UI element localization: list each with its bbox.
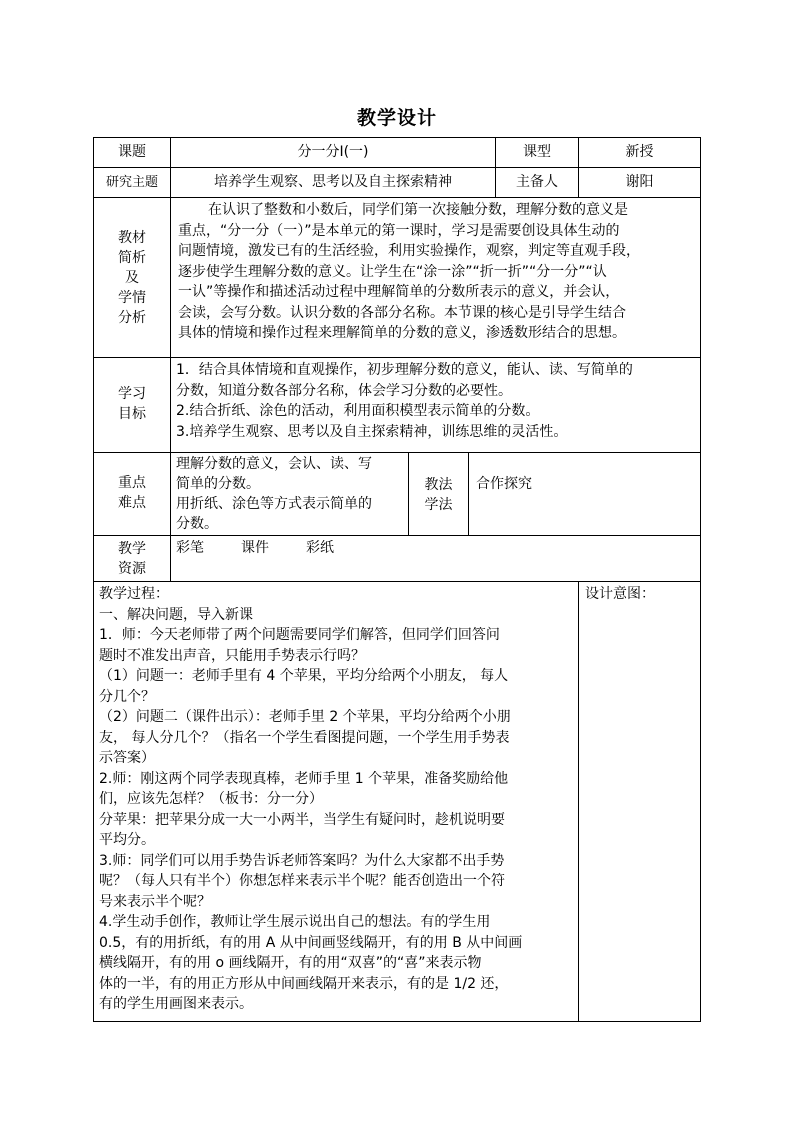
process-line: 3.师：同学们可以用手势告诉老师答案吗？为什么大家都不出手势 xyxy=(99,852,505,869)
process-line: 0.5，有的用折纸，有的用 A 从中间画竖线隔开，有的用 B 从中间画 xyxy=(99,934,523,951)
table-border xyxy=(93,581,701,582)
process-line: 一、解决问题，导入新课 xyxy=(99,606,253,623)
analysis-line: 会读，会写分数。认识分数的各部分名称。本节课的核心是引导学生结合 xyxy=(178,304,626,321)
process-line: 题时不准发出声音，只能用手势表示行吗？ xyxy=(99,647,365,664)
table-border xyxy=(93,197,701,198)
analysis-label-line: 教材 xyxy=(118,230,146,246)
analysis-line: 问题情境，激发已有的生活经验，利用实验操作，观察，判定等直观手段， xyxy=(178,243,640,259)
design-intent-label: 设计意图： xyxy=(585,586,655,602)
table-border xyxy=(93,535,701,536)
document-title: 教学设计 xyxy=(356,107,437,129)
analysis-label-line: 简析 xyxy=(118,250,146,266)
table-border xyxy=(468,452,469,535)
process-line: 示答案） xyxy=(99,750,155,766)
teaching-method-label-line: 学法 xyxy=(424,497,453,513)
table-border xyxy=(170,137,171,581)
process-line: 平均分。 xyxy=(99,832,155,848)
goals-line: 3.培养学生观察、思考以及自主探索精神，训练思维的灵活性。 xyxy=(176,423,568,440)
process-line: 呢？（每人只有半个）你想怎样来表示半个呢？能否创造出一个符 xyxy=(99,873,505,889)
table-border xyxy=(93,1021,701,1022)
process-line: 教学过程： xyxy=(99,586,169,602)
process-line: 4.学生动手创作，教师让学生展示说出自己的想法。有的学生用 xyxy=(99,914,491,930)
table-border xyxy=(700,137,701,1022)
analysis-line: 具体的情境和操作过程来理解简单的分数的意义，渗透数形结合的思想。 xyxy=(178,325,626,341)
table-border xyxy=(578,581,579,1021)
analysis-label-line: 及 xyxy=(125,270,139,286)
goals-line: 1．结合具体情境和直观操作，初步理解分数的意义，能认、读、写简单的 xyxy=(176,362,633,378)
analysis-line: 重点，“分一分（一）”是本单元的第一课时，学习是需要创设具体生动的 xyxy=(178,222,620,239)
key-points-label-line: 难点 xyxy=(118,495,146,511)
resource-item: 课件 xyxy=(241,540,269,556)
process-line: 友， 每人分几个？（指名一个学生看图提问题，一个学生用手势表 xyxy=(99,729,510,746)
key-points-label-line: 重点 xyxy=(118,475,146,491)
table-border xyxy=(93,167,701,168)
goals-line: 分数，知道分数各部分名称，体会学习分数的必要性。 xyxy=(176,382,512,399)
process-line: （2）问题二（课件出示）：老师手里 2 个苹果，平均分给两个小朋 xyxy=(99,709,511,725)
resource-item: 彩纸 xyxy=(306,540,334,556)
resources-label-line: 资源 xyxy=(118,561,146,577)
process-line: 号来表示半个呢？ xyxy=(99,893,211,910)
research-topic-label: 研究主题 xyxy=(105,175,158,190)
process-line: 1．师：今天老师带了两个问题需要同学们解答，但同学们回答问 xyxy=(99,627,500,643)
analysis-label-line: 学情 xyxy=(118,290,146,306)
key-points-label xyxy=(94,473,170,513)
analysis-line: 一认”等操作和描述活动过程中理解简单的分数所表示的意义，并会认， xyxy=(178,284,620,300)
analysis-line: 在认识了整数和小数后，同学们第一次接触分数，理解分数的意义是 xyxy=(208,202,628,218)
topic-label: 课题 xyxy=(118,144,146,160)
table-border xyxy=(93,137,701,138)
lead-teacher-label: 主备人 xyxy=(516,174,558,190)
research-topic-value: 培养学生观察、思考以及自主探索精神 xyxy=(214,174,452,190)
analysis-line: 逐步使学生理解分数的意义。让学生在“涂一涂”“折一折”“分一分”“认 xyxy=(178,263,607,280)
key-points-line: 分数。 xyxy=(176,516,218,532)
topic-value: 分一分Ⅰ(一) xyxy=(297,144,369,160)
key-points-line: 理解分数的意义，会认、读、写 xyxy=(176,456,372,472)
goals-label-line: 目标 xyxy=(118,406,146,422)
resource-item: 彩笔 xyxy=(176,540,204,556)
table-border xyxy=(93,452,701,453)
process-line: 分苹果：把苹果分成一大一小两半，当学生有疑问时，趁机说明要 xyxy=(99,811,505,828)
teaching-method-label-line: 教法 xyxy=(424,477,453,493)
goals-label xyxy=(94,384,170,424)
table-border xyxy=(93,357,701,358)
lead-teacher-value: 谢阳 xyxy=(625,174,654,190)
analysis-label xyxy=(94,228,170,328)
process-line: 横线隔开，有的用 o 画线隔开，有的用“双喜”的“喜”来表示物 xyxy=(99,955,482,971)
lesson-type-label: 课型 xyxy=(523,144,551,160)
process-line: 体的一半，有的用正方形从中间画线隔开来表示，有的是 1/2 还， xyxy=(99,975,509,992)
teaching-method-label xyxy=(409,475,468,515)
process-line: 们，应该先怎样？（板书：分一分） xyxy=(99,791,323,807)
key-points-line: 简单的分数。 xyxy=(176,476,260,492)
goals-line: 2.结合折纸、涂色的活动，利用面积模型表示简单的分数。 xyxy=(176,403,540,419)
teaching-method-value: 合作探究 xyxy=(476,476,532,492)
analysis-label-line: 分析 xyxy=(118,310,146,326)
process-line: 2.师：刚这两个同学表现真棒，老师手里 1 个苹果，准备奖励给他 xyxy=(99,770,509,787)
process-line: 有的学生用画图来表示。 xyxy=(99,996,253,1012)
key-points-line: 用折纸、涂色等方式表示简单的 xyxy=(176,496,372,512)
lesson-type-value: 新授 xyxy=(625,144,654,160)
process-line: 分几个？ xyxy=(99,688,155,705)
goals-label-line: 学习 xyxy=(118,386,146,402)
process-line: （1）问题一：老师手里有 4 个苹果，平均分给两个小朋友， 每人 xyxy=(99,668,509,684)
resources-label-line: 教学 xyxy=(118,541,146,557)
resources-label xyxy=(94,539,170,579)
